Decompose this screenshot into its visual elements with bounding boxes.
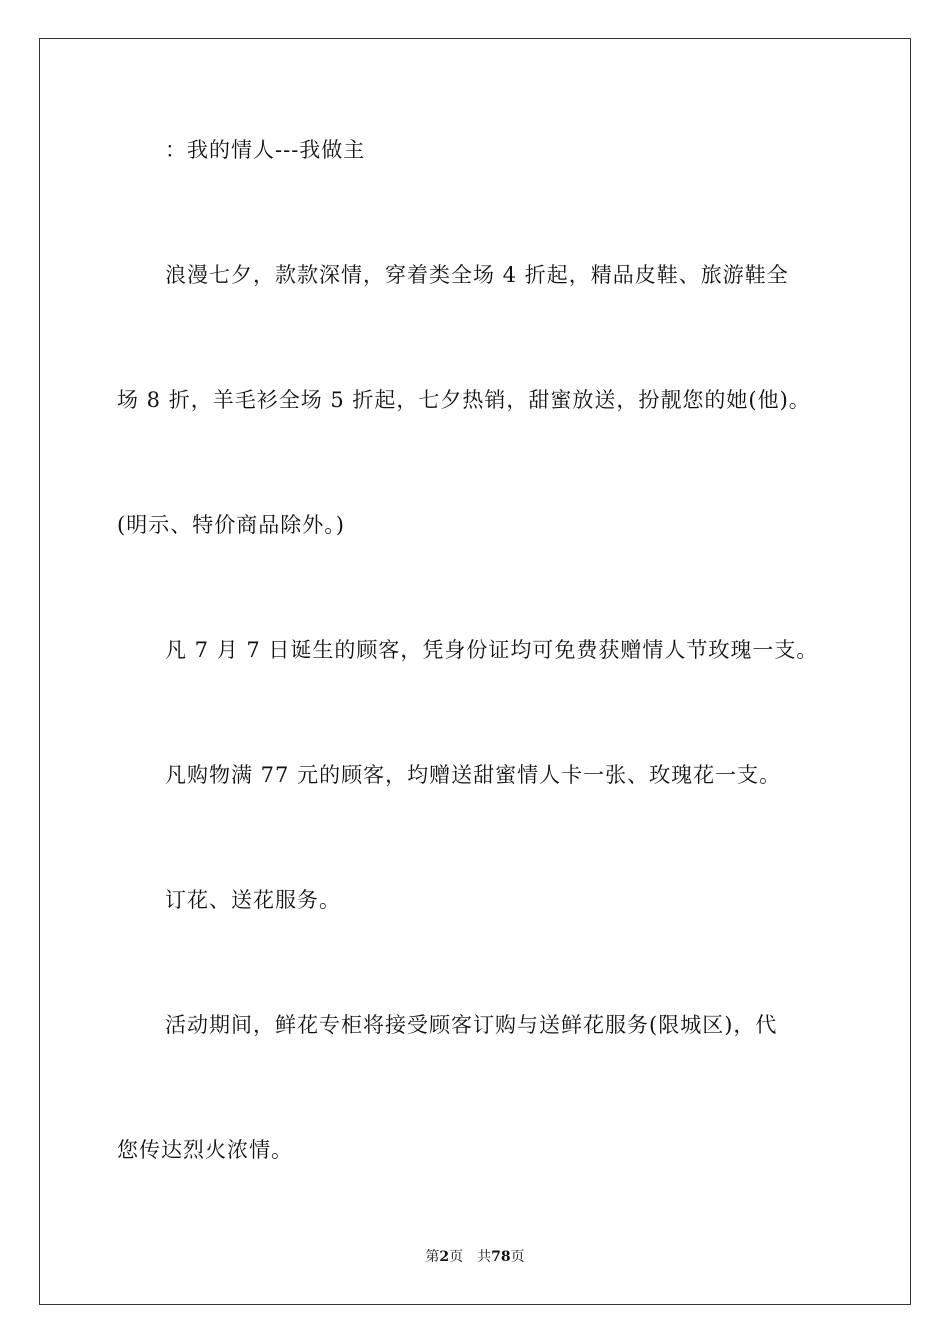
text-line-5: 凡 7 月 7 日诞生的顾客，凭身份证均可免费获赠情人节玫瑰一支。 <box>165 638 819 662</box>
text-line-7: 订花、送花服务。 <box>165 888 341 912</box>
footer-page-prefix: 第 <box>425 1249 440 1265</box>
footer-page-suffix: 页 <box>449 1249 464 1265</box>
page-frame <box>39 38 911 1305</box>
footer-total-prefix: 共 <box>477 1249 492 1265</box>
page-footer <box>0 1248 950 1266</box>
text-line-6: 凡购物满 77 元的顾客，均赠送甜蜜情人卡一张、玫瑰花一支。 <box>165 763 782 787</box>
footer-total-pages: 78 <box>491 1249 511 1265</box>
text-line-2: 浪漫七夕，款款深情，穿着类全场 4 折起，精品皮鞋、旅游鞋全 <box>165 263 789 287</box>
footer-total-suffix: 页 <box>510 1249 525 1265</box>
text-line-1: ：我的情人---我做主 <box>165 138 366 162</box>
footer-page-number: 2 <box>439 1249 450 1265</box>
text-line-9: 您传达烈火浓情。 <box>117 1138 293 1162</box>
text-line-8: 活动期间，鲜花专柜将接受顾客订购与送鲜花服务(限城区)，代 <box>165 1013 778 1037</box>
text-line-4: (明示、特价商品除外。) <box>117 513 345 537</box>
text-line-3: 场 8 折，羊毛衫全场 5 折起，七夕热销，甜蜜放送，扮靓您的她(他)。 <box>117 388 811 412</box>
